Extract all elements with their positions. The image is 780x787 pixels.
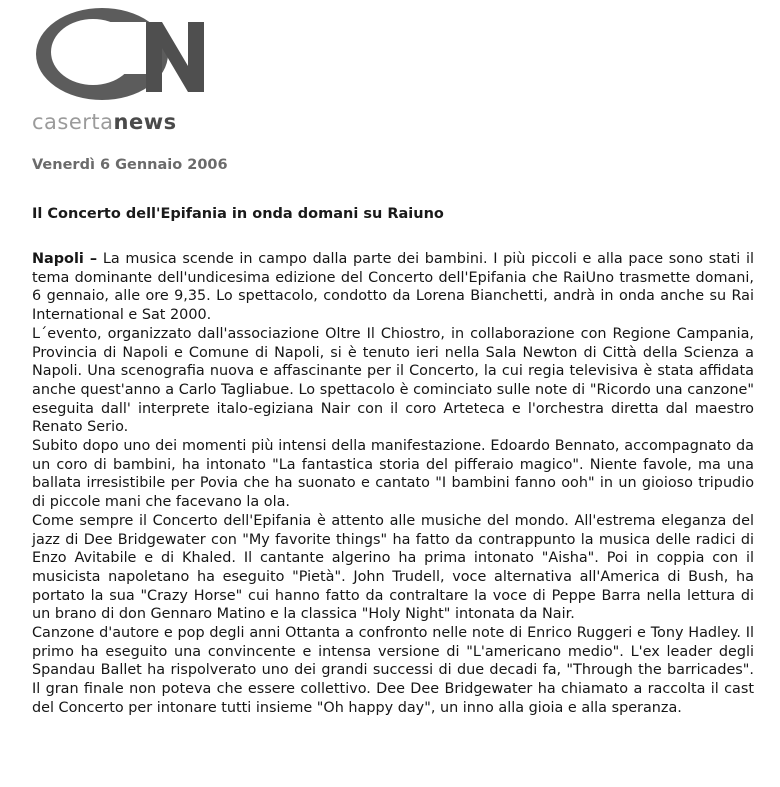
article-lead: Napoli – (32, 251, 98, 267)
article-paragraph (32, 250, 754, 325)
article-paragraph: Canzone d'autore e pop degli anni Ottanta a confronto nelle note di Enrico Ruggeri e Tony Hadley. Il primo ha eseguito una convincente e intensa versione di "L'americano medio". L'ex leader degli Spandau Ballet ha rispolverato uno dei grandi successi di due decadi fa, "Through the barricades". Il gran finale non poteva che essere collettivo. Dee Dee Bridgewater ha chiamato a raccolta il cast del Concerto per intonare tutti insieme "Oh happy day", un inno alla gioia e alla speranza. (32, 625, 754, 716)
article-paragraph: Come sempre il Concerto dell'Epifania è attento alle musiche del mondo. All'estrema eleganza del jazz di Dee Bridgewater con "My favorite things" ha fatto da contrappunto la musica delle radici di Enzo Avitabile e di Khaled. Il cantante algerino ha prima intonato "Aisha". Poi in coppia con il musicista napoletano ha eseguito "Pietà". John Trudell, voce alternativa all'America di Bush, ha portato la sua "Crazy Horse" cui hanno fatto da contraltare la voce di Peppe Barra nella lettura di un brano di don Gennaro Matino e la classica "Holy Night" intonata da Nair. (32, 512, 754, 623)
casertanews-logo (28, 6, 283, 138)
article-date: Venerdì 6 Gennaio 2006 (32, 157, 228, 173)
logo-wordmark-light: caserta (32, 110, 114, 134)
article-body (32, 250, 754, 718)
article-paragraph-text: La musica scende in campo dalla parte dei bambini. I più piccoli e alla pace sono stati il tema dominante dell'undicesima edizione del Concerto dell'Epifania che RaiUno trasmette domani, 6 gennaio, alle ore 9,35. Lo spettacolo, condotto da Lorena Bianchetti, andrà in onda anche su Rai International e Sat 2000. (32, 251, 754, 324)
article-paragraph: Subito dopo uno dei momenti più intensi della manifestazione. Edoardo Bennato, accompagnato da un coro di bambini, ha intonato "La fantastica storia del pifferaio magico". Niente favole, ma una ballata irresistibile per Povia che ha suonato e cantato "I bambini fanno ooh" in un gioioso tripudio di piccole mani che facevano la ola. (32, 438, 754, 511)
article-paragraph: L´evento, organizzato dall'associazione Oltre Il Chiostro, in collaborazione con Regione Campania, Provincia di Napoli e Comune di Napoli, si è tenuto ieri nella Sala Newton di Città della Scienza a Napoli. Una scenografia nuova e affascinante per il Concerto, la cui regia televisiva è stata affidata anche quest'anno a Carlo Tagliabue. Lo spettacolo è cominciato sulle note di "Ricordo una canzone" eseguita dall' interprete italo-egiziana Nair con il coro Arteteca e l'orchestra diretta dal maestro Renato Serio. (32, 325, 754, 436)
logo-wordmark-bold: news (113, 110, 177, 134)
logo-wordmark (32, 112, 177, 133)
article-title: Il Concerto dell'Epifania in onda domani su Raiuno (32, 206, 444, 222)
cn-logo-mark-icon (28, 6, 228, 110)
